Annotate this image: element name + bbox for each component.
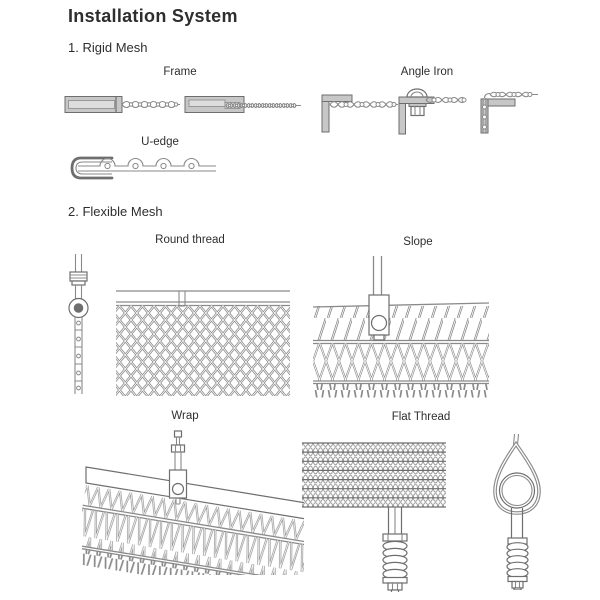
figure-label-frame: Frame [163, 66, 197, 78]
u-edge-drawing [66, 152, 218, 186]
frame-drawing-2 [184, 93, 304, 117]
connector-hole [173, 484, 184, 495]
coil-spring [383, 541, 407, 578]
round-thread-drawing [62, 250, 292, 398]
cable-loop-anchor-drawing [488, 432, 562, 590]
figure-label-u-edge: U-edge [141, 136, 179, 148]
frame-drawing-1 [64, 93, 182, 117]
dense-woven-mesh [302, 443, 446, 507]
clamp-dome [407, 89, 427, 97]
figure-label-round-thread: Round thread [155, 234, 225, 246]
twisted-wire [426, 98, 466, 103]
hex-nut [70, 272, 87, 281]
section-heading-flexible-mesh: 2. Flexible Mesh [68, 204, 163, 219]
bolt-nut [411, 107, 424, 116]
figure-label-flat-thread: Flat Thread [391, 411, 451, 423]
spring-anchor [507, 508, 528, 590]
page-title: Installation System [68, 6, 238, 26]
twisted-wire [122, 102, 180, 108]
spring-anchor [383, 507, 407, 592]
woven-mesh [313, 303, 489, 398]
hanger-rod [69, 254, 88, 394]
thimble-ring [500, 473, 535, 508]
wrap-drawing [82, 425, 304, 575]
chain-link-mesh [116, 291, 290, 396]
twisted-wire [330, 102, 398, 108]
connector-hole [372, 316, 387, 331]
flat-thread-drawing [298, 438, 452, 592]
hanger-connector [369, 256, 389, 340]
coil-spring [507, 543, 528, 578]
cable-loop [495, 434, 539, 513]
hex-nut [172, 445, 185, 452]
figure-label-angle-iron: Angle Iron [400, 66, 454, 78]
wrapped-wire [483, 92, 539, 133]
angle-iron-drawing-1 [320, 86, 400, 134]
bolt-connector [170, 431, 187, 504]
angle-iron-drawing-3 [471, 84, 541, 136]
slope-drawing [313, 250, 491, 398]
section-heading-rigid-mesh: 1. Rigid Mesh [68, 40, 148, 55]
figure-label-slope: Slope [403, 236, 433, 248]
braided-wire [226, 104, 301, 108]
hex-nut [388, 583, 402, 590]
hex-nut [512, 582, 523, 589]
figure-label-wrap: Wrap [171, 410, 199, 422]
angle-iron-drawing-2 [398, 84, 470, 136]
crimped-wire [78, 159, 216, 172]
